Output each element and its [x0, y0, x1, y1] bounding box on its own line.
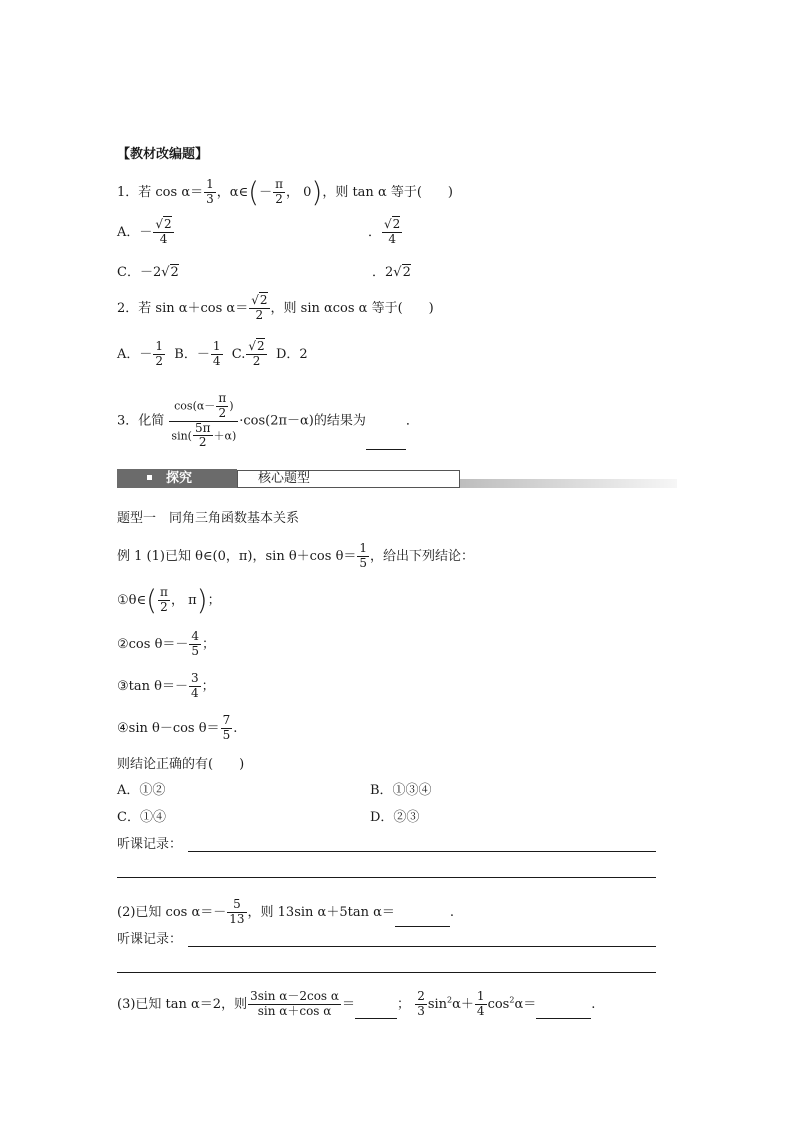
fraction: $\frac{\pi}{2}$ [275, 177, 283, 206]
notes-line[interactable] [117, 972, 656, 973]
option-d: D．②③ [370, 810, 420, 825]
question-3: 3．化简 cos(α－ $\frac{\pi}{2}$ ) sin( $\frac{5\pi}{2}$ ＋α) ·cos(2π－α)的结果为 ． [117, 391, 419, 450]
section-banner: 探究 核心题型 [117, 469, 677, 488]
notes-line[interactable] [117, 877, 656, 878]
question-1: 1．若 cos α＝ $\frac{1}{3}$ ，α∈(－ $\frac{\pi}{2}$ ， 0)，则 tan α 等于( ) [117, 175, 453, 209]
q2-options: A．－ $\frac{1}{2}$ B．－ $\frac{1}{4}$ C. $\frac{√2}{2}$ D．2 [117, 339, 308, 368]
conclusion-2: ②cos θ＝－ $\frac{4}{5}$ ； [117, 629, 216, 658]
part-3: (3)已知 tan α＝2，则 $\frac{\text{3sin α－2cos α}}{\text{sin α＋cos α}}$ ＝ ； $\frac{2}{3}$ $\sin^2\alpha+$ $\frac{1}{4}$ $\cos^2\alpha=$ . [117, 989, 596, 1018]
part-2: (2)已知 cos α＝－ $\frac{5}{13}$ ，则 13sin α＋5tan α＝ . [117, 897, 454, 926]
notes-label: 听课记录： [117, 932, 183, 947]
conclusion-3: ③tan θ＝－ $\frac{3}{4}$ ； [117, 671, 215, 700]
option-b: B．①③④ [370, 783, 432, 798]
fraction: $\frac{1}{3}$ [206, 177, 214, 206]
conclusion-1: ①θ∈( $\frac{\pi}{2}$ ， π)； [117, 583, 221, 617]
q3-big-fraction: cos(α－ $\frac{\pi}{2}$ ) sin( $\frac{5\pi}{2}$ ＋α) [171, 391, 237, 450]
notes-line[interactable] [188, 851, 656, 852]
square-bullet-icon [147, 475, 152, 480]
notes-label: 听课记录： [117, 837, 183, 852]
option-c: C．①④ [117, 810, 166, 825]
q1-option-c: C．－2√2 [117, 265, 179, 280]
question-prompt: 则结论正确的有( ) [117, 757, 245, 772]
question-2: 2．若 sin α＋cos α＝ $\frac{√2}{2}$ ，则 sin αcos α 等于( ) [117, 293, 434, 322]
q1-option-d: ．2√2 [372, 265, 411, 280]
q1-option-b: ． $\frac{√2}{4}$ [368, 217, 401, 246]
example-1: 例 1 (1)已知 θ∈(0，π)，sin θ＋cos θ＝ $\frac{1}{5}$ ，给出下列结论： [117, 541, 475, 570]
conclusion-4: ④sin θ－cos θ＝ $\frac{7}{5}$ . [117, 713, 238, 742]
notes-line[interactable] [188, 946, 656, 947]
q1-option-a: A．－ $\frac{√2}{4}$ [117, 217, 172, 246]
option-a: A．①② [117, 783, 166, 798]
type-heading: 题型一 同角三角函数基本关系 [117, 511, 300, 526]
section-title: 【教材改编题】 [117, 147, 209, 162]
